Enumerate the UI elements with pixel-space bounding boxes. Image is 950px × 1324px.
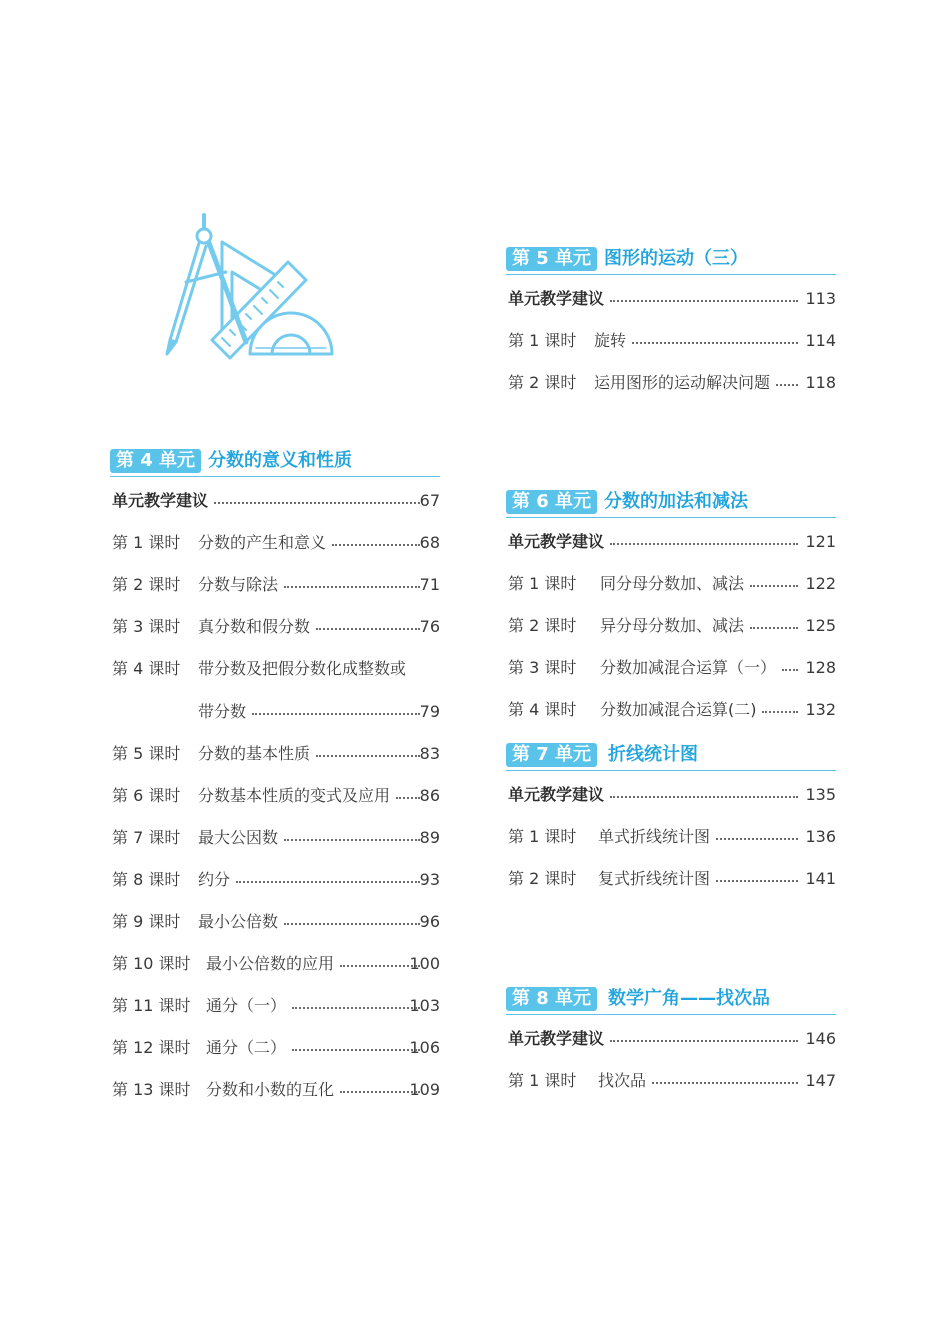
dot-leader <box>762 711 798 713</box>
toc-entry[interactable] <box>110 615 440 639</box>
page-number: 67 <box>419 491 440 510</box>
page-number: 79 <box>419 701 440 721</box>
lesson-number: 第 9 课时 <box>112 912 181 931</box>
dot-leader <box>284 839 420 841</box>
toc-entry[interactable] <box>110 784 440 808</box>
lesson-topic: 带分数及把假分数化成整数或 <box>198 659 407 679</box>
lesson-topic: 运用图形的运动解决问题 <box>594 373 771 392</box>
unit-4-badge: 第 4 单元 <box>110 449 201 473</box>
lesson-topic: 通分（二） <box>206 1038 287 1058</box>
lesson-number: 第 2 课时 <box>112 575 181 595</box>
dot-leader <box>316 755 420 757</box>
lesson-topic: 分数的基本性质 <box>198 743 311 763</box>
unit-6-badge: 第 6 单元 <box>506 490 597 514</box>
dot-leader <box>610 1040 798 1042</box>
page-number: 71 <box>419 575 440 595</box>
page-number: 109 <box>409 1080 440 1100</box>
toc-entry[interactable] <box>110 531 440 555</box>
toc-entry[interactable] <box>506 530 836 554</box>
toc-entry[interactable] <box>506 1027 836 1051</box>
unit-7-section <box>506 741 836 888</box>
lesson-number: 第 2 课时 <box>508 373 577 392</box>
toc-entry[interactable] <box>506 572 836 596</box>
page-number: 100 <box>409 954 440 974</box>
lesson-number: 第 2 课时 <box>508 616 577 635</box>
page-number: 89 <box>419 827 440 847</box>
unit-5-title: 图形的运动（三） <box>604 248 748 269</box>
unit-8-header <box>506 985 836 1015</box>
toc-entry[interactable] <box>110 868 440 892</box>
lesson-topic: 分数与除法 <box>198 575 279 595</box>
toc-entry[interactable] <box>506 287 836 311</box>
lesson-number: 第 1 课时 <box>508 1071 577 1090</box>
dot-leader <box>716 838 798 840</box>
page-number: 118 <box>805 373 836 392</box>
lesson-topic: 单元教学建议 <box>508 1029 605 1048</box>
unit-4-section <box>110 447 440 1100</box>
unit-8-badge: 第 8 单元 <box>506 987 597 1011</box>
lesson-topic: 最小公倍数的应用 <box>206 954 335 974</box>
page-number: 114 <box>805 331 836 350</box>
unit-6-header <box>506 488 836 518</box>
dot-leader <box>652 1082 798 1084</box>
lesson-topic: 旋转 <box>594 331 627 350</box>
lesson-number: 第 3 课时 <box>112 617 181 637</box>
dot-leader <box>610 300 798 302</box>
lesson-topic: 最小公倍数 <box>198 912 279 931</box>
toc-entry[interactable] <box>506 783 836 807</box>
lesson-topic: 分数加减混合运算（一） <box>600 658 777 677</box>
lesson-number: 第 4 课时 <box>508 700 577 719</box>
unit-7-title: 折线统计图 <box>608 744 698 765</box>
lesson-topic: 异分母分数加、减法 <box>600 616 745 635</box>
page-number: 113 <box>805 289 836 308</box>
lesson-number: 第 1 课时 <box>508 331 577 350</box>
page-number: 136 <box>805 827 836 846</box>
unit-6-section <box>506 488 836 719</box>
page-number: 135 <box>805 785 836 804</box>
lesson-number: 第 8 课时 <box>112 869 181 889</box>
toc-entry[interactable] <box>110 1078 440 1102</box>
lesson-number: 第 11 课时 <box>112 996 191 1016</box>
page-number: 122 <box>805 574 836 593</box>
toc-entry[interactable] <box>110 952 440 976</box>
toc-entry[interactable] <box>506 371 836 395</box>
dot-leader <box>214 502 420 504</box>
dot-leader <box>750 627 798 629</box>
dot-leader <box>610 796 798 798</box>
toc-entry[interactable] <box>506 1069 836 1093</box>
page-number: 146 <box>805 1029 836 1048</box>
lesson-number: 第 13 课时 <box>112 1080 191 1100</box>
toc-entry[interactable] <box>110 826 440 850</box>
dot-leader <box>396 797 420 799</box>
dot-leader <box>284 586 420 588</box>
lesson-topic: 单式折线统计图 <box>598 827 711 846</box>
page-number: 128 <box>805 658 836 677</box>
toc-entry[interactable] <box>110 1036 440 1060</box>
dot-leader <box>340 965 420 967</box>
unit-5-section <box>506 245 836 392</box>
unit-5-badge: 第 5 单元 <box>506 247 597 271</box>
lesson-number: 第 1 课时 <box>508 574 577 593</box>
lesson-number: 第 6 课时 <box>112 785 181 805</box>
page-number: 83 <box>419 743 440 763</box>
lesson-topic: 分数加减混合运算(二) <box>600 700 757 719</box>
lesson-topic: 分数基本性质的变式及应用 <box>198 785 391 805</box>
unit-7-header <box>506 741 836 771</box>
dot-leader <box>776 384 798 386</box>
lesson-topic: 同分母分数加、减法 <box>600 574 745 593</box>
lesson-topic: 单元教学建议 <box>508 785 605 804</box>
lesson-number: 第 3 课时 <box>508 658 577 677</box>
toc-entry[interactable] <box>110 489 440 513</box>
page-number: 147 <box>805 1071 836 1090</box>
page-number: 125 <box>805 616 836 635</box>
lesson-number: 第 5 课时 <box>112 743 181 763</box>
dot-leader <box>292 1049 420 1051</box>
unit-4-title: 分数的意义和性质 <box>208 450 352 471</box>
unit-7-badge: 第 7 单元 <box>506 743 597 767</box>
lesson-number: 第 12 课时 <box>112 1038 191 1058</box>
lesson-number: 第 4 课时 <box>112 659 181 679</box>
compass-ruler-protractor-icon <box>160 212 340 362</box>
toc-entry[interactable] <box>110 742 440 766</box>
toc-entry[interactable] <box>110 657 440 681</box>
lesson-topic: 约分 <box>198 869 231 889</box>
dot-leader <box>316 628 420 630</box>
dot-leader <box>716 880 798 882</box>
dot-leader <box>284 923 420 925</box>
toc-entry[interactable] <box>110 994 440 1018</box>
unit-5-header <box>506 245 836 275</box>
page-number: 93 <box>419 869 440 889</box>
lesson-number: 第 2 课时 <box>508 869 577 888</box>
page-number: 106 <box>409 1038 440 1058</box>
lesson-topic: 分数的产生和意义 <box>198 533 327 553</box>
lesson-number: 第 1 课时 <box>112 533 181 553</box>
dot-leader <box>236 881 420 883</box>
lesson-topic: 最大公因数 <box>198 827 279 847</box>
dot-leader <box>632 342 798 344</box>
page-number: 68 <box>419 533 440 553</box>
lesson-number: 第 10 课时 <box>112 954 191 974</box>
lesson-topic: 单元教学建议 <box>112 491 209 510</box>
lesson-topic: 找次品 <box>598 1071 647 1090</box>
unit-8-title: 数学广角——找次品 <box>608 988 770 1009</box>
toc-entry[interactable] <box>506 614 836 638</box>
lesson-topic: 通分（一） <box>206 996 287 1016</box>
toc-entry[interactable] <box>506 867 836 891</box>
dot-leader <box>332 544 420 546</box>
page-number: 96 <box>419 912 440 931</box>
toc-entry[interactable] <box>506 656 836 680</box>
page-number: 76 <box>419 617 440 637</box>
page-number: 103 <box>409 996 440 1016</box>
toc-entry[interactable] <box>506 698 836 722</box>
lesson-topic: 带分数 <box>198 701 247 721</box>
toc-entry[interactable] <box>110 700 440 724</box>
lesson-number: 第 7 课时 <box>112 827 181 847</box>
lesson-topic: 分数和小数的互化 <box>206 1080 335 1100</box>
page-number: 132 <box>805 700 836 719</box>
toc-entry[interactable] <box>110 910 440 934</box>
toc-entry[interactable] <box>506 825 836 849</box>
dot-leader <box>782 669 798 671</box>
toc-entry[interactable] <box>506 329 836 353</box>
page-number: 141 <box>805 869 836 888</box>
dot-leader <box>252 713 420 715</box>
dot-leader <box>750 585 798 587</box>
dot-leader <box>292 1007 420 1009</box>
unit-8-section <box>506 985 836 1090</box>
lesson-topic: 真分数和假分数 <box>198 617 311 637</box>
page-number: 121 <box>805 532 836 551</box>
dot-leader <box>340 1091 420 1093</box>
unit-6-title: 分数的加法和减法 <box>604 491 748 512</box>
lesson-topic: 复式折线统计图 <box>598 869 711 888</box>
unit-4-header <box>110 447 440 477</box>
dot-leader <box>610 543 798 545</box>
lesson-topic: 单元教学建议 <box>508 289 605 308</box>
lesson-number: 第 1 课时 <box>508 827 577 846</box>
page-number: 86 <box>419 785 440 805</box>
lesson-topic: 单元教学建议 <box>508 532 605 551</box>
toc-entry[interactable] <box>110 573 440 597</box>
